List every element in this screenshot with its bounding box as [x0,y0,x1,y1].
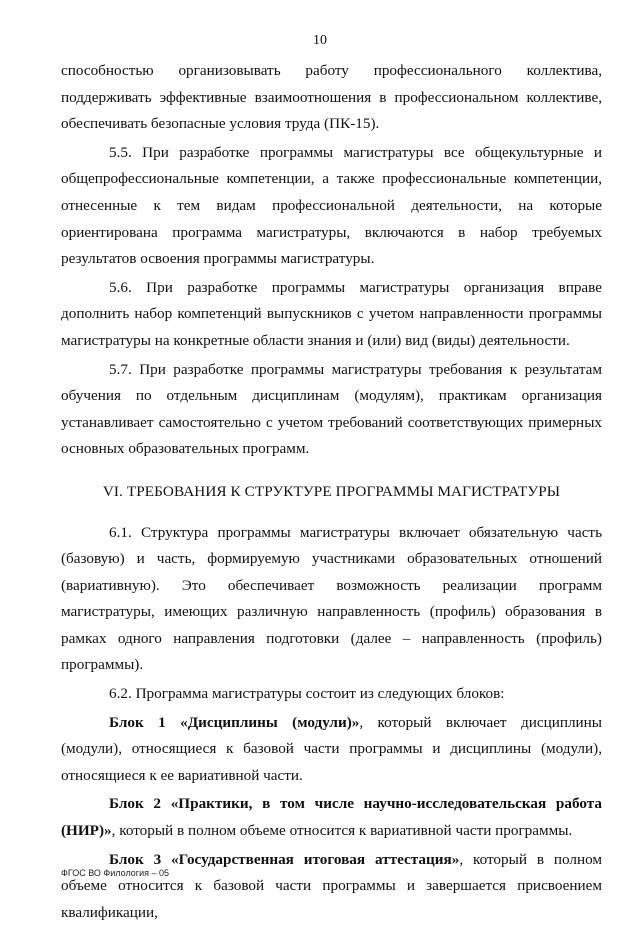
block-2-title: Блок 2 «Практики, в том числе научно-исследовательская работа (НИР)» [61,795,602,840]
page-footer: ФГОС ВО Филология – 05 [61,868,170,878]
paragraph-5-7: 5.7. При разработке программы магистратуры требования к результатам обучения по отдельным дисциплинам (модулям), практикам организация устанавливает самостоятельно с учетом требований соответствующих примерных основных образовательных программ. [61,360,602,458]
block-1-description: , который включает дисциплины (модули), относящиеся к базовой части программы и дисциплины (модули), относящиеся к ее вариативной части. [61,713,602,784]
block-1-title: Блок 1 «Дисциплины (модули)» [109,713,360,731]
section-heading-vi: VI. ТРЕБОВАНИЯ К СТРУКТУРЕ ПРОГРАММЫ МАГИСТРАТУРЫ [102,482,561,500]
paragraph-block-1 [61,710,602,790]
page-number: 10 [313,33,327,48]
paragraph-block-2 [61,791,602,844]
paragraph-block-3 [61,847,602,926]
paragraph-5-6: 5.6. При разработке программы магистратуры организация вправе дополнить набор компетенций выпускников с учетом направленности программы магистратуры на конкретные области знания и (или) вид (виды) деятельности. [61,278,602,349]
paragraph-5-5: 5.5. При разработке программы магистратуры все общекультурные и общепрофессиональные компетенции, а также профессиональные компетенции, отнесенные к тем видам профессиональной деятельности, на которые ориентирована программа магистратуры, включаются в набор требуемых результатов освоения программы магистратуры. [61,143,602,268]
document-body [61,58,602,926]
paragraph-pk15-continuation: способностью организовывать работу профессионального коллектива, поддерживать эффективные взаимоотношения в профессиональном коллективе, обеспечивать безопасные условия труда (ПК-15). [61,62,602,133]
block-2-description: , который в полном объеме относится к вариативной части программы. [111,822,573,840]
block-3-title: Блок 3 «Государственная итоговая аттестация» [109,850,460,868]
paragraph-6-2: 6.2. Программа магистратуры состоит из следующих блоков: [109,685,505,703]
block-3-description: , который в полном объеме относится к базовой части программы и завершается присвоением квалификации, [61,850,602,921]
paragraph-6-1: 6.1. Структура программы магистратуры включает обязательную часть (базовую) и часть, формируемую участниками образовательных отношений (вариативную). Это обеспечивает возможность реализации программ магистратуры, имеющих различную направленность (профиль) образования в рамках одного направления подготовки (далее – направленность (профиль) программы). [61,523,602,674]
